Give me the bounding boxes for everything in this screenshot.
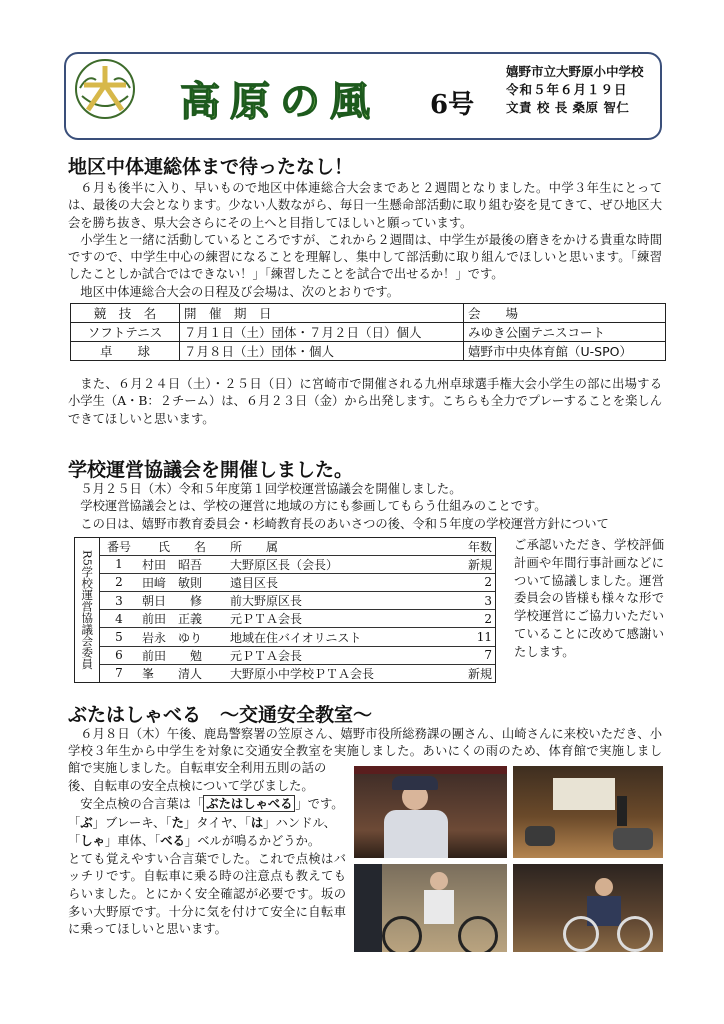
password-line: 安全点検の合言葉は「 ぶたはしゃべる 」です。 [80,796,344,811]
section1-para3: 地区中体連総合大会の日程及び会場は、次のとおりです。 [80,284,400,299]
photo-gym-presentation [513,766,663,858]
photo-bicycle-student [354,864,507,952]
table-header-row: R5学校運営協議会委員 番号 氏 名 所 属 年数 [75,538,497,556]
school-emblem-icon [74,58,136,120]
competition-table [70,303,666,361]
table-row: 5 岩永 ゆり 地域在住バイオリニスト 11 [75,628,497,646]
section1-para1: ６月も後半に入り、早いもので地区中体連総合大会まであと２週間となりました。中学３年生にとっては、最後の大会となります。少ない人数ながら、毎日一生懸命部活動に取り組む姿を見てきて、ぜひ地区大会を勝ち抜き、県大会さらにその上へと目指してほしいと願っています。 [68,181,662,230]
table-row: ソフトテニス ７月１日（土）団体・７月２日（日）個人 みゆき公園テニスコート [71,323,666,342]
section3-para1-continued [68,760,346,795]
issue-date: 令和５年６月１９日 [506,82,628,97]
author: 文責 校 長 桑原 智仁 [506,100,630,115]
section2-para1: ５月２５日（木）令和５年度第１回学校運営協議会を開催しました。 [80,482,462,496]
section3-para3: とても覚えやすい合言葉でした。これで点検はバッチリです。自転車に乗る時の注意点も教えてもらいました。とにかく安全確認が必要です。坂の多い大野原です。十分に気を付けて安全に自転車に乗ってほしいと思います。 [68,851,346,937]
keyword-box: ぶたはしゃべる [203,795,295,812]
section2-side-text: ご承認いただき、学校評価計画や年間行事計画などについて協議しました。運営委員会の皆様も様々な形で学校運営にご協力いただいていることに改めて感謝いたします。 [514,538,664,659]
section1-para2: 小学生と一緒に活動しているところですが、これから２週間は、中学生が最後の磨きをかける貴重な時間ですので、中学生中心の練習になることを理解し、集中して部活動に取り組んでほしいと思います。「練習したことしか試合ではできない！」「練習したことを試合で出せるか！」です。 [68,232,662,282]
table-row: 1 村田 昭吾 大野原区長（会長） 新規 [75,555,497,573]
issue-number: 6号 [430,90,475,120]
table-header-row: 競 技 名 開 催 期 日 会 場 [71,304,666,323]
table-row: 卓 球 ７月８日（土）団体・個人 嬉野市中央体育館（U-SPO） [71,342,666,361]
section2-para3: この日は、嬉野市教育委員会・杉崎教育長のあいさつの後、令和５年度の学校運営方針について [80,516,609,531]
section3-para1: ６月８日（木）午後、鹿島警察署の笠原さん、嬉野市役所総務課の團さん、山崎さんに来校いただき、小学校３年生から中学生を対象に交通安全教室を実施しました。あいにくの雨のため、体育館で実施しまし [68,727,662,759]
table-row: 4 前田 正義 元ＰＴＡ会長 2 [75,610,497,628]
photo-bicycle-demo [513,864,663,952]
table-label: R5学校運営協議会委員 [75,538,100,683]
section2-heading: 学校運営協議会を開催しました。 [68,459,354,481]
school-name: 嬉野市立大野原小中学校 [506,64,644,79]
mnemonic-line-1: 「ぶ」ブレーキ、「た」タイヤ、「は」ハンドル、 [68,814,336,830]
table-row: 2 田﨑 敏則 遠目区長 2 [75,573,497,591]
section1-heading: 地区中体連総体まで待ったなし！ [68,156,354,178]
newsletter-title: 高原の風 [180,78,380,125]
section1-para4: また、６月２４日（土）・２５日（日）に宮崎市で開催される九州卓球選手権大会小学生の部に出場する小学生（A・B：２チーム）は、６月２３日（金）から出発します。こちらも全力でプレーすることを楽しんできてほしいと思います。 [68,377,662,426]
table-row: 3 朝日 修 前大野原区長 3 [75,592,497,610]
table-row: 7 峯 清人 大野原小中学校ＰＴＡ会長 新規 [75,664,497,682]
section2-para2: 学校運営協議会とは、学校の運営に地域の方にも参画してもらう仕組みのことです。 [80,499,547,514]
photo-police-officer [354,766,507,858]
section3-para1-tail: 館で実施しました。自転車安全利用五則の話の後、自転車の安全点検について学びました。 [68,761,327,793]
council-members-table [74,537,496,683]
table-row: 6 前田 勉 元ＰＴＡ会長 7 [75,646,497,664]
mnemonic-line-2: 「しゃ」車体、「べる」ベルが鳴るかどうか。 [68,833,321,849]
section3-heading: ぶたはしゃべる ～交通安全教室～ [68,704,373,726]
